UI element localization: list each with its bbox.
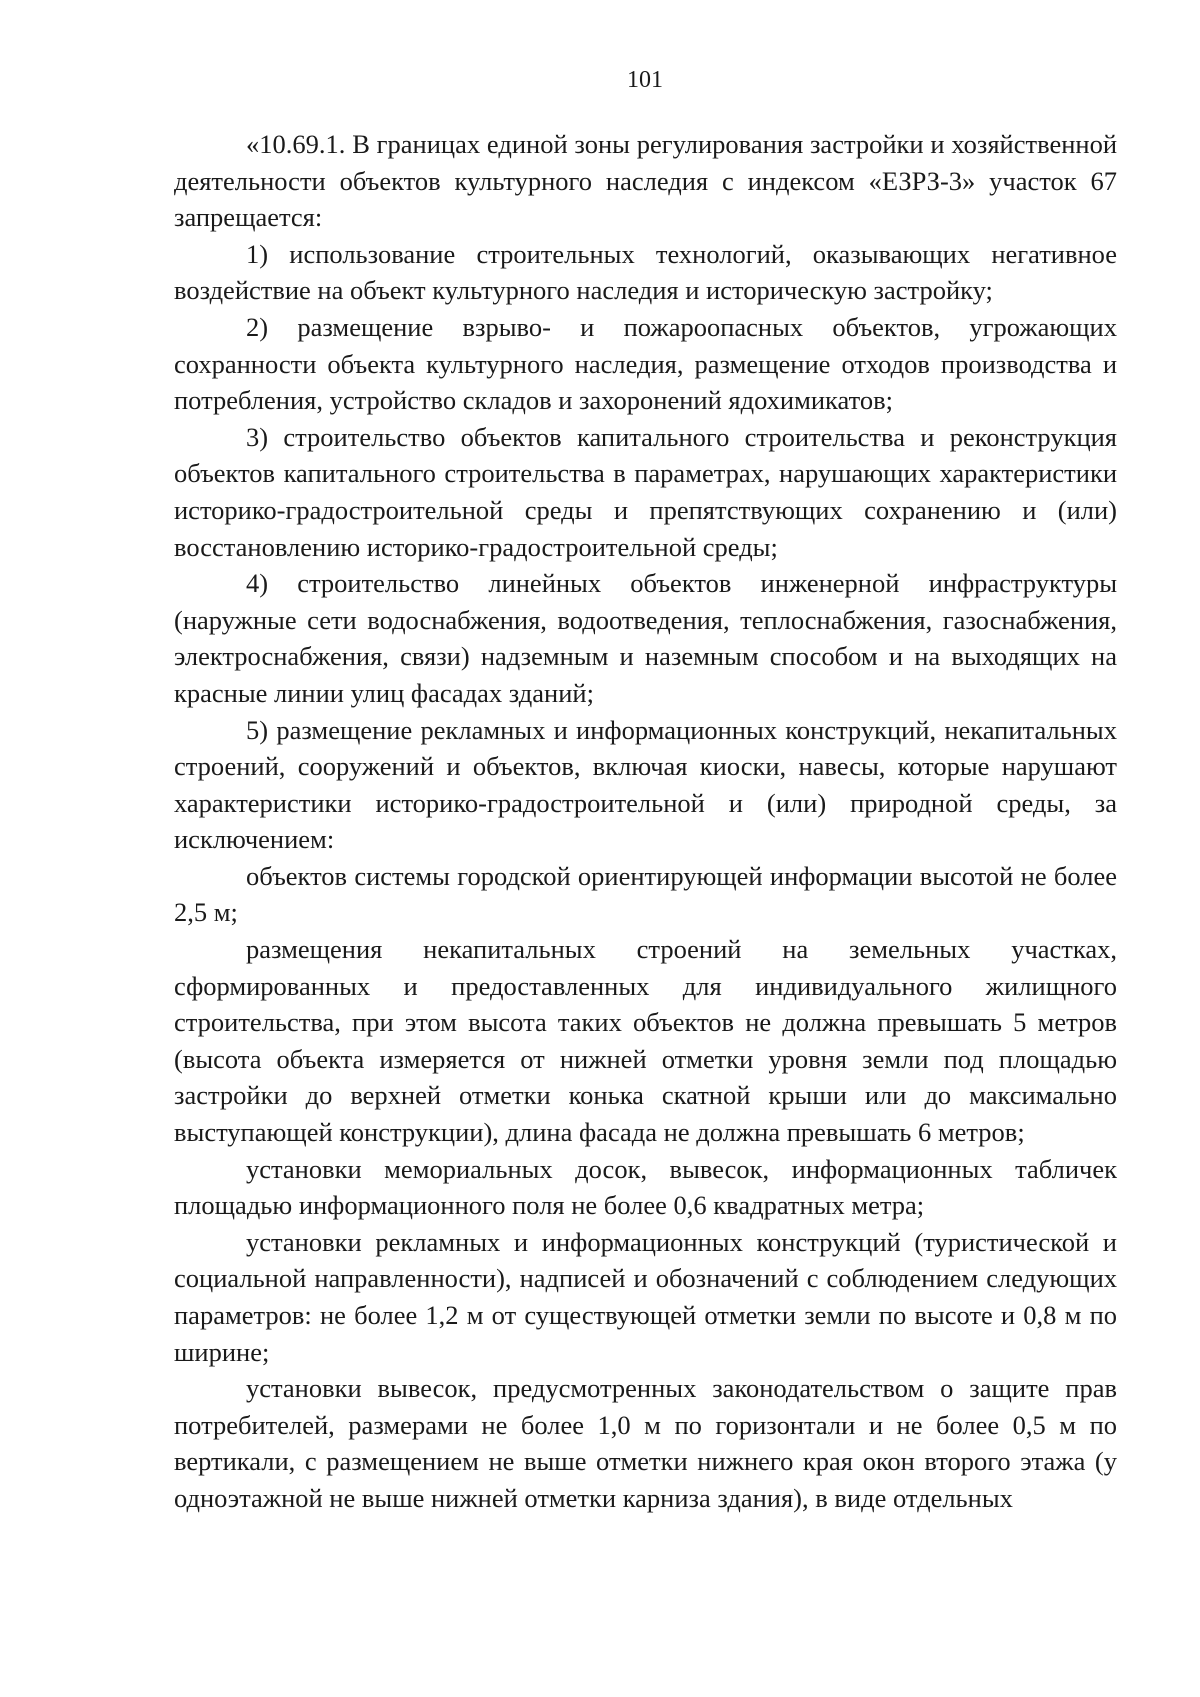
paragraph-exception-4: установки рекламных и информационных конструкций (туристической и социальной направленности), надписей и обозначений с соблюдением следующих параметров: не более 1,2 м от существующей отметки земли по высоте и 0,8 м по ширине; [174, 1226, 1117, 1367]
paragraph-exception-2: размещения некапитальных строений на земельных участках, сформированных и предоставленных для индивидуального жилищного строительства, при этом высота таких объектов не должна превышать 5 метров (высота объекта измеряется от нижней отметки уровня земли под площадью застройки до верхней отметки конька скатной крыши или до максимально выступающей конструкции), длина фасада не должна превышать 6 метров; [174, 934, 1117, 1148]
paragraph-exception-3: установки мемориальных досок, вывесок, информационных табличек площадью информационного поля не более 0,6 квадратных метра; [174, 1153, 1117, 1221]
document-body [174, 126, 1117, 1517]
paragraph-item-5: 5) размещение рекламных и информационных конструкций, некапитальных строений, сооружений и объектов, включая киоски, навесы, которые нарушают характеристики историко-градостроительной и (или) природной среды, за исключением: [174, 714, 1117, 855]
paragraph-exception-1: объектов системы городской ориентирующей информации высотой не более 2,5 м; [174, 860, 1117, 928]
paragraph-exception-5: установки вывесок, предусмотренных законодательством о защите прав потребителей, размерами не более 1,0 м по горизонтали и не более 0,5 м по вертикали, с размещением не выше отметки нижнего края окон второго этажа (у одноэтажной не выше нижней отметки карниза здания), в виде отдельных [174, 1373, 1117, 1513]
paragraph-item-1: 1) использование строительных технологий, оказывающих негативное воздействие на объект культурного наследия и историческую застройку; [174, 238, 1117, 306]
page-number: 101 [627, 67, 663, 93]
paragraph-item-2: 2) размещение взрыво- и пожароопасных объектов, угрожающих сохранности объекта культурного наследия, размещение отходов производства и потребления, устройство складов и захоронений ядохимикатов; [174, 311, 1117, 416]
paragraph-item-3: 3) строительство объектов капитального строительства и реконструкция объектов капитального строительства в параметрах, нарушающих характеристики историко-градостроительной среды и препятствующих сохранению и (или) восстановлению историко-градостроительной среды; [174, 421, 1117, 562]
paragraph-intro: «10.69.1. В границах единой зоны регулирования застройки и хозяйственной деятельности объектов культурного наследия с индексом «ЕЗРЗ-3» участок 67 запрещается: [174, 129, 1117, 233]
paragraph-item-4: 4) строительство линейных объектов инженерной инфраструктуры (наружные сети водоснабжения, водоотведения, теплоснабжения, газоснабжения, электроснабжения, связи) надземным и наземным способом и на выходящих на красные линии улиц фасадах зданий; [174, 568, 1117, 708]
